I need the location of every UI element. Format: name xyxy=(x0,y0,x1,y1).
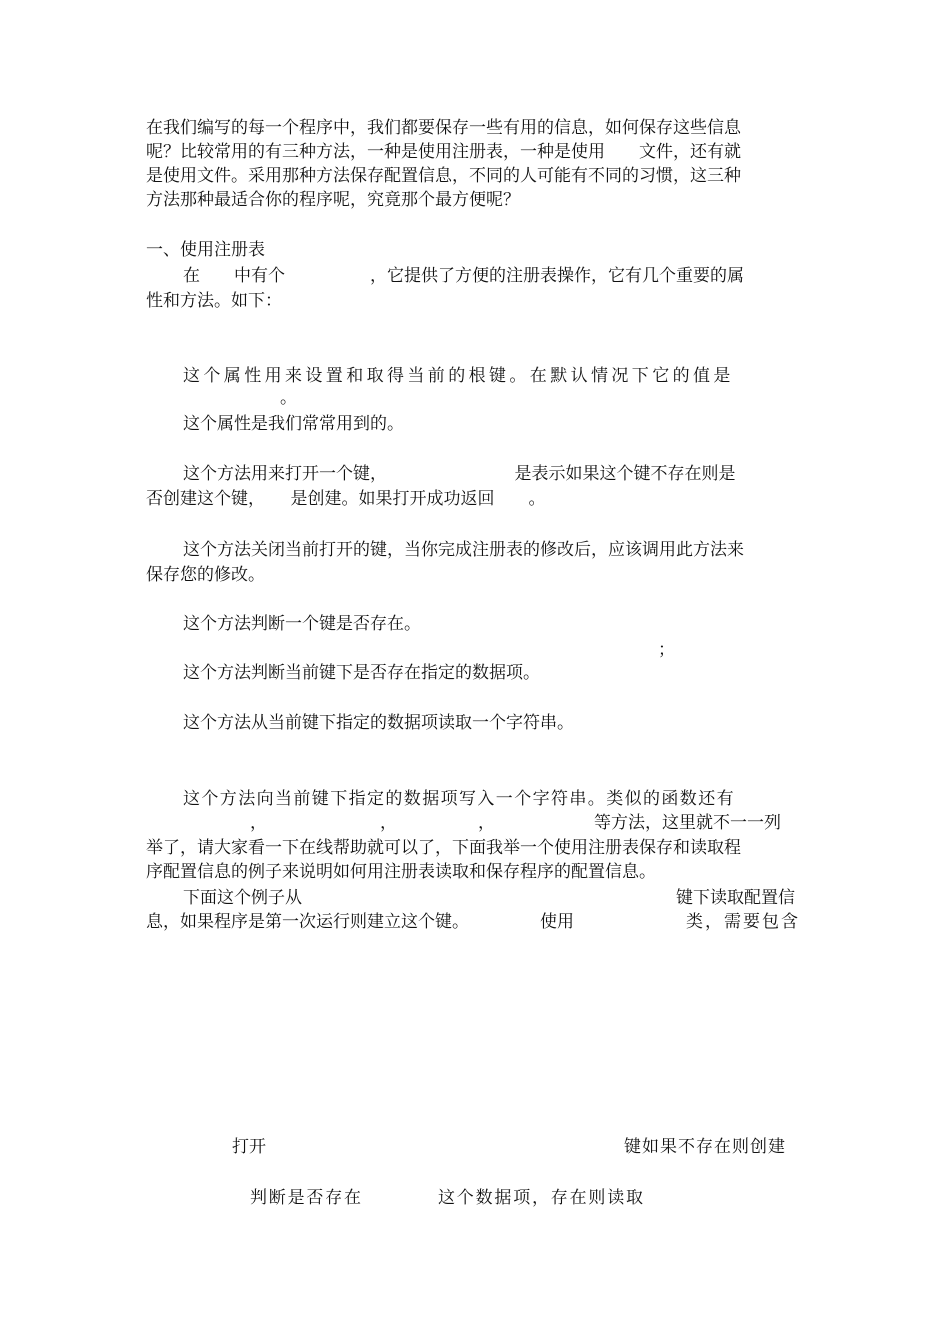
writestring-comma-2: ， xyxy=(380,813,397,833)
code-comment-create: 键如果不存在则创建 xyxy=(624,1137,786,1157)
section-paragraph-line-2: 性和方法。如下： xyxy=(146,291,282,311)
rootkey-description-line-2: 。 xyxy=(280,388,297,408)
example-line-2-start: 息，如果程序是第一次运行则建立这个键。 xyxy=(146,912,469,932)
readstring-description: 这个方法从当前键下指定的数据项读取一个字符串。 xyxy=(183,713,574,733)
openkey-description-line-2: 否创建这个键， 是创建。如果打开成功返回 。 xyxy=(146,489,546,509)
writestring-description-line-3: 举了，请大家看一下在线帮助就可以了，下面我举一个使用注册表保存和读取程 xyxy=(146,838,741,858)
code-comment-open: 打开 xyxy=(232,1137,266,1157)
writestring-description-line-4: 序配置信息的例子来说明如何用注册表读取和保存程序的配置信息。 xyxy=(146,862,656,882)
example-line-2-end: 类，需要包含 xyxy=(686,912,800,932)
closekey-description-line-2: 保存您的修改。 xyxy=(146,565,265,585)
intro-line-4: 方法那种最适合你的程序呢，究竟那个最方便呢？ xyxy=(146,190,520,210)
openkey-description-line-1: 这个方法用来打开一个键， 是表示如果这个键不存在则是 xyxy=(183,464,736,484)
rootkey-description-line-1: 这个属性用来设置和取得当前的根键。在默认情况下它的值是 xyxy=(183,366,734,386)
section-heading: 一、使用注册表 xyxy=(146,240,265,260)
section-paragraph-line-1: 在 中有个 ，它提供了方便的注册表操作，它有几个重要的属 xyxy=(183,266,744,286)
writestring-description-line-1: 这个方法向当前键下指定的数据项写入一个字符串。类似的函数还有 xyxy=(183,789,735,809)
intro-line-2: 呢？比较常用的有三种方法，一种是使用注册表，一种是使用 文件，还有就 xyxy=(146,142,741,162)
intro-line-3: 是使用文件。采用那种方法保存配置信息，不同的人可能有不同的习惯，这三种 xyxy=(146,166,741,186)
closekey-description-line-1: 这个方法关闭当前打开的键，当你完成注册表的修改后，应该调用此方法来 xyxy=(183,540,744,560)
example-line-2-middle: 使用 xyxy=(540,912,574,932)
currentpath-description: 这个属性是我们常常用到的。 xyxy=(183,414,404,434)
valueexists-description: 这个方法判断当前键下是否存在指定的数据项。 xyxy=(183,663,540,683)
writestring-comma-1: ， xyxy=(250,813,267,833)
intro-line-1: 在我们编写的每一个程序中，我们都要保存一些有用的信息，如何保存这些信息 xyxy=(146,118,741,138)
example-line-1-start: 下面这个例子从 xyxy=(183,888,302,908)
writestring-description-line-2: 等方法，这里就不一一列 xyxy=(594,813,781,833)
code-comment-check: 判断是否存在 这个数据项，存在则读取 xyxy=(250,1188,645,1208)
keyexists-description: 这个方法判断一个键是否存在。 xyxy=(183,614,421,634)
example-line-1-end: 键下读取配置信 xyxy=(676,888,795,908)
code-semicolon: ； xyxy=(658,640,675,660)
writestring-comma-3: ， xyxy=(478,813,495,833)
